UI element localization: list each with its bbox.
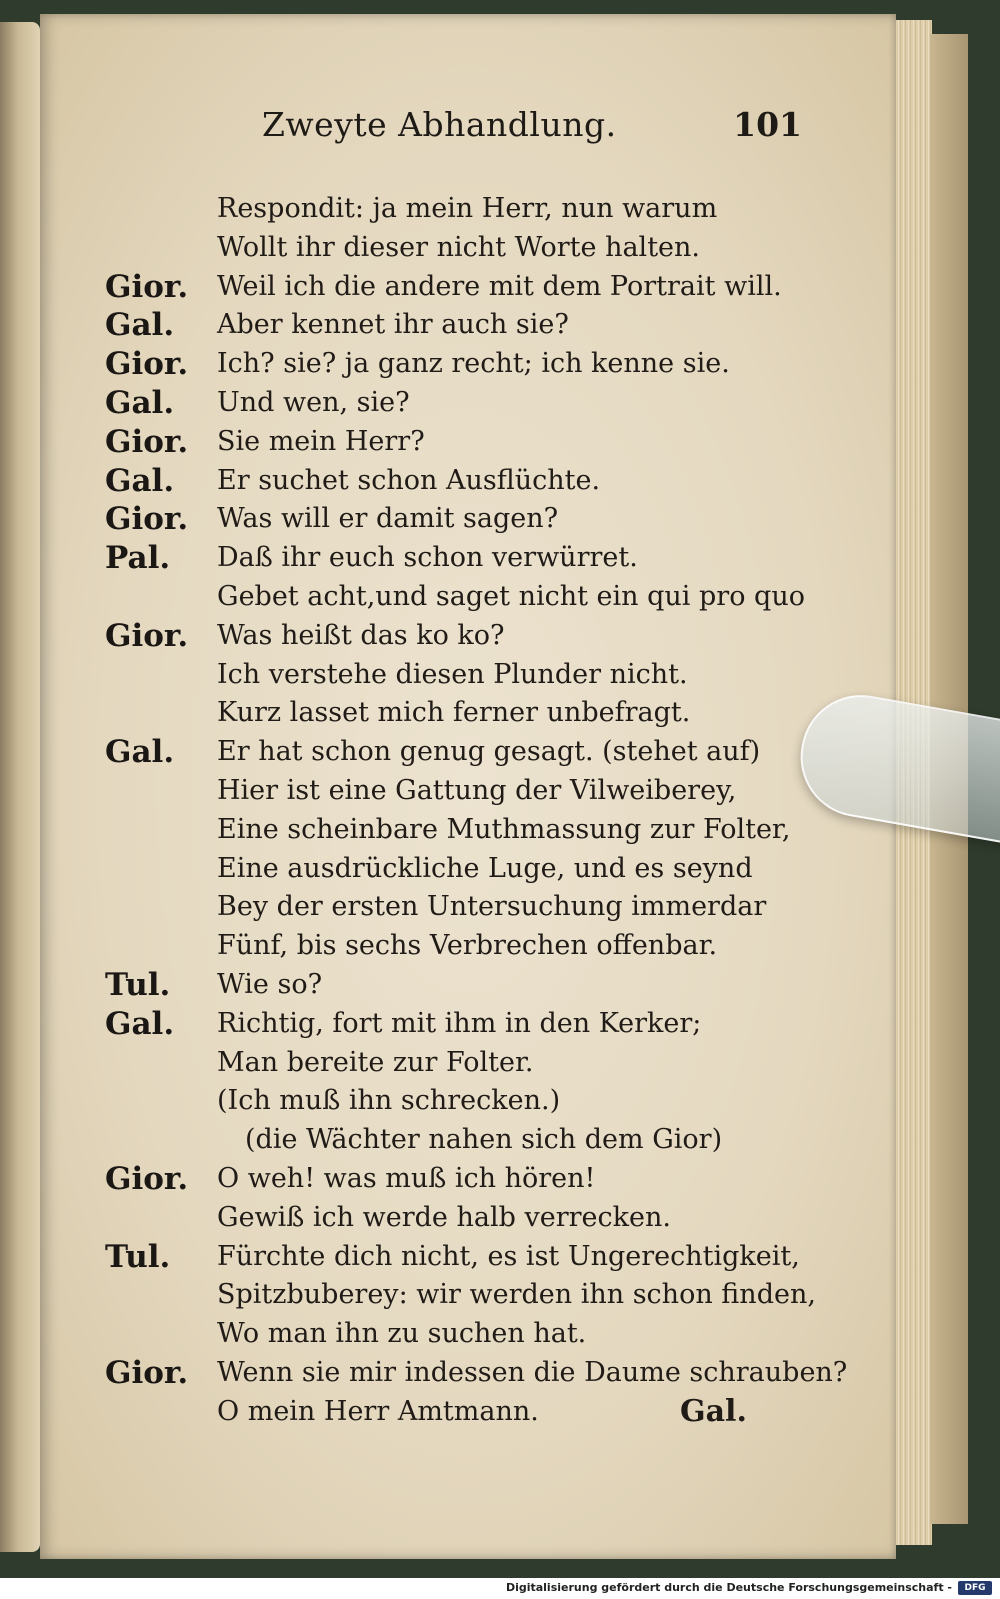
speech-text: Und wen, sie? [217, 386, 410, 418]
speech-text: O weh! was muß ich hören! [217, 1162, 596, 1194]
speech-text: Wie so? [217, 968, 323, 1000]
speech-text: Weil ich die andere mit dem Portrait will. [217, 270, 782, 302]
dialogue-line [105, 345, 805, 384]
speech-text: Eine ausdrückliche Luge, und es seynd [217, 852, 753, 884]
speech-text: Bey der ersten Untersuchung immerdar [217, 891, 767, 923]
dialogue-line [105, 1354, 848, 1393]
speech-text: Ich verstehe diesen Plunder nicht. [217, 658, 688, 690]
speech-text: Was will er damit sagen? [217, 503, 559, 535]
speech-text: (die Wächter nahen sich dem Gior) [245, 1124, 723, 1156]
speaker-name: Gal. [105, 734, 175, 771]
speech-text: Man bereite zur Folter. [217, 1046, 534, 1078]
speech-text: Eine scheinbare Muthmassung zur Folter, [217, 813, 791, 845]
speech-text: O mein Herr Amtmann. [217, 1395, 539, 1427]
dialogue-line [105, 578, 805, 617]
speech-text: Wollt ihr dieser nicht Worte halten. [217, 231, 700, 263]
dialogue-line [105, 1393, 805, 1432]
speaker-name: Gal. [105, 384, 175, 421]
dialogue-line [105, 229, 805, 268]
speech-text: Er hat schon genug gesagt. (stehet auf) [217, 736, 761, 768]
dialogue-line [105, 656, 805, 695]
dialogue-line [105, 268, 805, 307]
page-header [262, 105, 802, 155]
dialogue-line [105, 694, 805, 733]
speaker-name: Tul. [105, 966, 171, 1003]
dialogue-line [105, 539, 805, 578]
dialogue-line [105, 966, 805, 1005]
dfg-logo: DFG [958, 1581, 992, 1595]
speech-text: Daß ihr euch schon verwürret. [217, 542, 638, 574]
speaker-name: Gal. [105, 307, 175, 344]
speech-text: Kurz lasset mich ferner unbefragt. [217, 697, 691, 729]
speech-text: Wo man ihn zu suchen hat. [217, 1318, 587, 1350]
speaker-name: Tul. [105, 1238, 171, 1275]
speaker-name: Gal. [105, 462, 175, 499]
dialogue-line [105, 811, 805, 850]
speech-text: Fünf, bis sechs Verbrechen offenbar. [217, 930, 718, 962]
dialogue-line [105, 190, 805, 229]
speaker-name: Gal. [105, 1005, 175, 1042]
running-title: Zweyte Abhandlung. [262, 105, 617, 144]
catchword: Gal. [680, 1393, 747, 1429]
dialogue-line [105, 1238, 805, 1277]
speaker-name: Gior. [105, 617, 189, 654]
speaker-name: Gior. [105, 346, 189, 383]
funding-notice: Digitalisierung gefördert durch die Deutsche Forschungsgemeinschaft - [505, 1581, 952, 1594]
speaker-name: Gior. [105, 268, 189, 305]
dialogue-line [105, 927, 805, 966]
speaker-name: Pal. [105, 540, 171, 577]
speaker-name: Gior. [105, 423, 189, 460]
speech-text: Ich? sie? ja ganz recht; ich kenne sie. [217, 348, 730, 380]
dialogue-line [105, 1005, 805, 1044]
dialogue-line [105, 500, 805, 539]
speech-text: Fürchte dich nicht, es ist Ungerechtigkeit, [217, 1240, 800, 1272]
speech-text: Hier ist eine Gattung der Vilweiberey, [217, 774, 737, 806]
dialogue-line [105, 733, 805, 772]
digitization-footer [0, 1578, 1000, 1599]
dialogue-line [105, 888, 805, 927]
dialogue-line [105, 1160, 805, 1199]
speech-text: Respondit: ja mein Herr, nun warum [217, 193, 718, 224]
speech-text: (Ich muß ihn schrecken.) [217, 1085, 561, 1117]
dialogue-line [105, 1044, 805, 1083]
dialogue-line [105, 1315, 805, 1354]
speech-text: Aber kennet ihr auch sie? [217, 309, 569, 341]
dialogue-line [105, 1199, 805, 1238]
page-number: 101 [733, 105, 802, 144]
dialogue-line [105, 850, 805, 889]
speech-text: Er suchet schon Ausflüchte. [217, 464, 601, 496]
speech-text: Gebet acht,und saget nicht ein qui pro quo [217, 580, 805, 612]
speech-text: Richtig, fort mit ihm in den Kerker; [217, 1007, 702, 1039]
dialogue-line [105, 617, 805, 656]
dialogue-line [105, 772, 805, 811]
speech-text: Sie mein Herr? [217, 425, 425, 457]
speech-text: Spitzbuberey: wir werden ihn schon finden, [217, 1279, 816, 1311]
speaker-name: Gior. [105, 1354, 189, 1391]
dialogue-line [105, 306, 805, 345]
speech-text: Wenn sie mir indessen die Daume schrauben? [217, 1356, 848, 1388]
facing-page-edge [0, 22, 40, 1552]
speaker-name: Gior. [105, 501, 189, 538]
dialogue-line [105, 462, 805, 501]
dialogue-text [105, 190, 848, 1432]
speaker-name: Gior. [105, 1160, 189, 1197]
speech-text: Was heißt das ko ko? [217, 619, 505, 651]
dialogue-line [105, 423, 805, 462]
dialogue-line [105, 1276, 816, 1315]
speech-text: Gewiß ich werde halb verrecken. [217, 1201, 671, 1233]
dialogue-line [105, 384, 805, 423]
dialogue-line [105, 1121, 805, 1160]
dialogue-line [105, 1082, 805, 1121]
